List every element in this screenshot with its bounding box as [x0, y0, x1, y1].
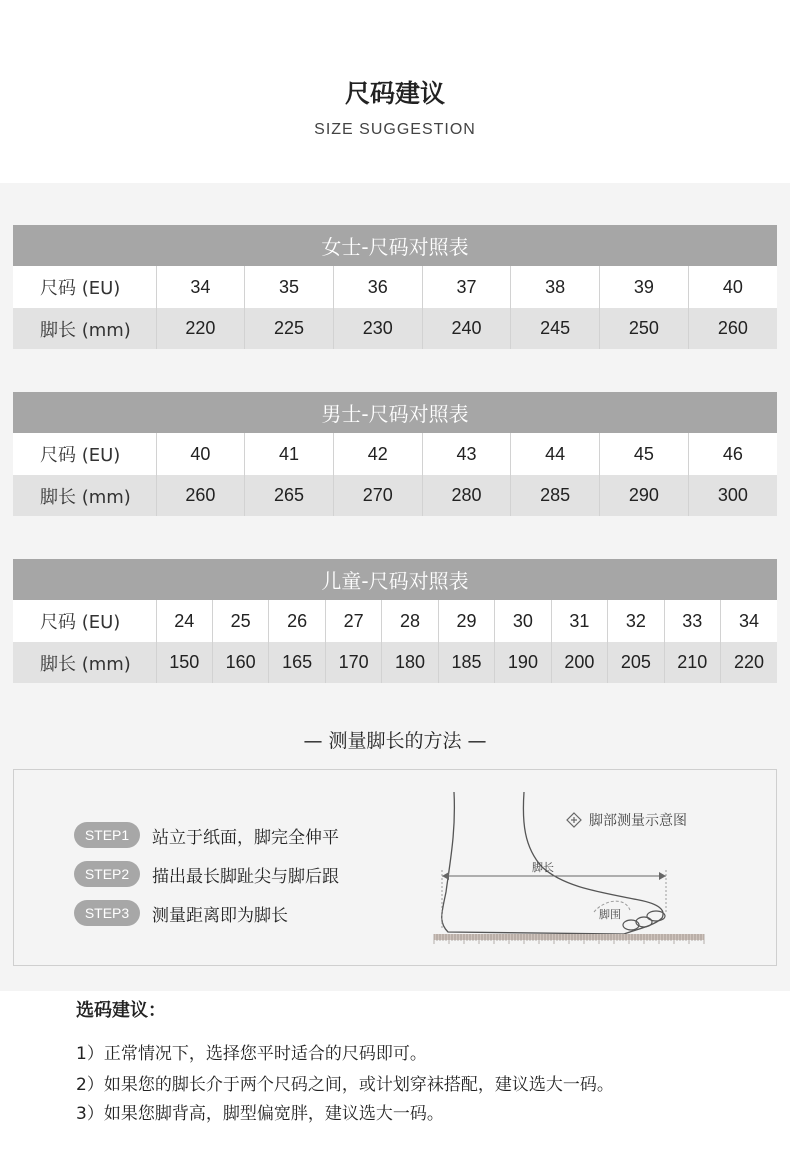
men-size-table: [13, 392, 777, 516]
girth-label: 脚围: [599, 908, 621, 921]
table-cell: 41: [245, 433, 334, 475]
table-row: [13, 433, 777, 475]
table-cell: 31: [551, 600, 607, 642]
step-item: [74, 861, 339, 887]
table-cell: 180: [382, 642, 438, 683]
table-cell: 35: [245, 266, 334, 308]
step-badge: STEP2: [74, 861, 140, 887]
table-cell: 46: [688, 433, 777, 475]
measure-method-title: — 测量脚长的方法 —: [303, 730, 487, 752]
row-label: 尺码 (EU): [13, 266, 156, 308]
table-row: [13, 475, 777, 516]
kids-size-table: [13, 559, 777, 683]
table-cell: 37: [422, 266, 511, 308]
table-row: [13, 266, 777, 308]
table-cell: 34: [156, 266, 245, 308]
table-cell: 30: [495, 600, 551, 642]
table-cell: 170: [325, 642, 381, 683]
table-title: 儿童-尺码对照表: [13, 559, 777, 600]
table-cell: 29: [438, 600, 494, 642]
table-cell: 260: [688, 308, 777, 349]
table-cell: 40: [688, 266, 777, 308]
table-cell: 44: [511, 433, 600, 475]
table-cell: 34: [721, 600, 777, 642]
step-item: [74, 822, 339, 848]
page-header: [0, 0, 790, 183]
table-cell: 220: [721, 642, 777, 683]
table-cell: 225: [245, 308, 334, 349]
step-item: [74, 900, 288, 926]
table-cell: 290: [600, 475, 689, 516]
suggestion-item: 1）正常情况下，选择您平时适合的尺码即可。: [76, 1044, 427, 1064]
table-cell: 36: [333, 266, 422, 308]
table-cell: 26: [269, 600, 325, 642]
page-subtitle: SIZE SUGGESTION: [314, 121, 476, 138]
table-cell: 265: [245, 475, 334, 516]
table-cell: 270: [333, 475, 422, 516]
table-cell: 285: [511, 475, 600, 516]
step-text: 站立于纸面，脚完全伸平: [152, 827, 339, 848]
arrow-head: [442, 872, 449, 880]
table-cell: 150: [156, 642, 212, 683]
table-cell: 32: [608, 600, 664, 642]
table-row: [13, 308, 777, 349]
table-cell: 28: [382, 600, 438, 642]
arrow-head: [659, 872, 666, 880]
table-cell: 280: [422, 475, 511, 516]
row-label: 脚长 (mm): [13, 642, 156, 683]
table-cell: 160: [212, 642, 268, 683]
table-cell: 45: [600, 433, 689, 475]
table-cell: 40: [156, 433, 245, 475]
table-cell: 220: [156, 308, 245, 349]
table-cell: 27: [325, 600, 381, 642]
table-cell: 33: [664, 600, 720, 642]
toe-shape: [623, 920, 639, 930]
diamond-icon: [567, 813, 581, 827]
step-badge: STEP1: [74, 822, 140, 848]
table-cell: 240: [422, 308, 511, 349]
table-cell: 205: [608, 642, 664, 683]
table-cell: 230: [333, 308, 422, 349]
row-label: 脚长 (mm): [13, 475, 156, 516]
table-cell: 24: [156, 600, 212, 642]
table-cell: 210: [664, 642, 720, 683]
suggestion-item: 2）如果您的脚长介于两个尺码之间，或计划穿袜搭配，建议选大一码。: [76, 1075, 614, 1095]
row-label: 尺码 (EU): [13, 600, 156, 642]
table-cell: 42: [333, 433, 422, 475]
suggestion-title: 选码建议：: [76, 1000, 166, 1021]
table-cell: 39: [600, 266, 689, 308]
women-size-table: [13, 225, 777, 349]
table-cell: 165: [269, 642, 325, 683]
table-row: [13, 600, 777, 642]
table-title: 女士-尺码对照表: [13, 225, 777, 266]
page-title: 尺码建议: [344, 79, 445, 108]
step-text: 测量距离即为脚长: [152, 905, 288, 926]
row-label: 脚长 (mm): [13, 308, 156, 349]
table-cell: 250: [600, 308, 689, 349]
step-badge: STEP3: [74, 900, 140, 926]
table-row: [13, 642, 777, 683]
diagram-legend: 脚部测量示意图: [589, 813, 687, 829]
foot-measure-diagram: [424, 792, 724, 952]
suggestion-item: 3）如果您脚背高，脚型偏宽胖，建议选大一码。: [76, 1104, 444, 1124]
table-cell: 200: [551, 642, 607, 683]
row-label: 尺码 (EU): [13, 433, 156, 475]
table-cell: 38: [511, 266, 600, 308]
table-cell: 43: [422, 433, 511, 475]
measure-method-panel: [13, 769, 777, 966]
table-cell: 245: [511, 308, 600, 349]
table-title: 男士-尺码对照表: [13, 392, 777, 433]
length-label: 脚长: [532, 861, 554, 874]
table-cell: 190: [495, 642, 551, 683]
table-cell: 300: [688, 475, 777, 516]
table-cell: 260: [156, 475, 245, 516]
table-cell: 185: [438, 642, 494, 683]
table-cell: 25: [212, 600, 268, 642]
step-text: 描出最长脚趾尖与脚后跟: [152, 866, 339, 887]
